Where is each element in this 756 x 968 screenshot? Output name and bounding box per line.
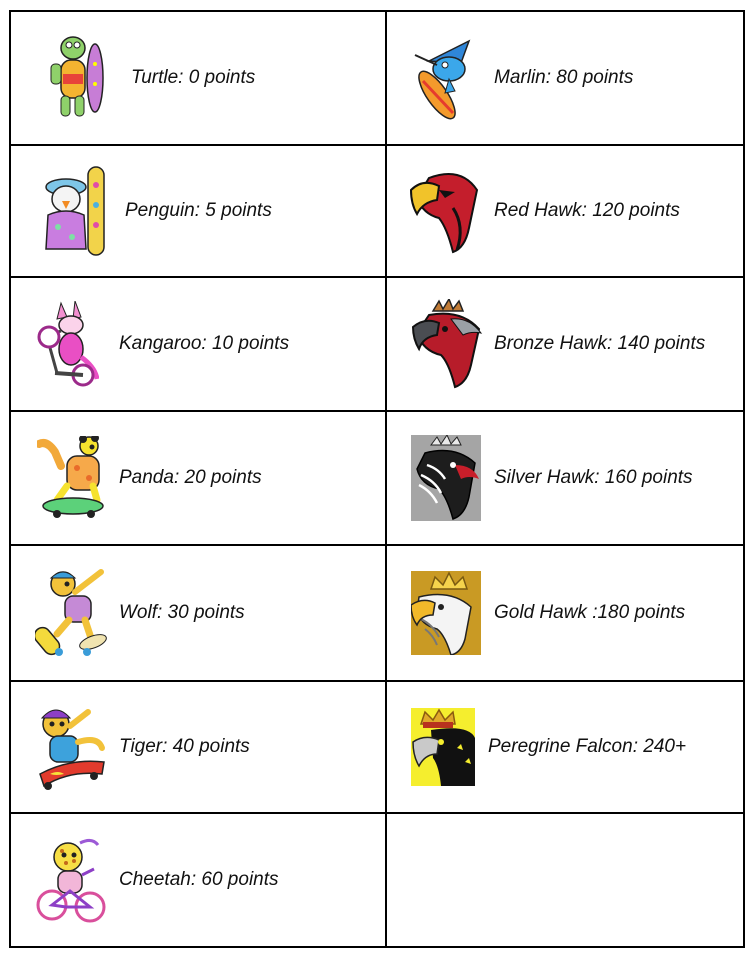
level-label: Peregrine Falcon: 240+: [488, 736, 687, 757]
table-row: [10, 411, 744, 545]
level-label: Silver Hawk: 160 points: [494, 467, 693, 488]
table-row: [10, 813, 744, 947]
level-label: Kangaroo: 10 points: [119, 333, 290, 354]
level-cell-marlin: [386, 11, 744, 145]
level-cell-cheetah: [10, 813, 386, 947]
level-cell-penguin: [10, 145, 386, 277]
level-label: Cheetah: 60 points: [119, 869, 279, 890]
level-label: Marlin: 80 points: [494, 67, 634, 88]
table-row: [10, 277, 744, 411]
level-label: Wolf: 30 points: [119, 602, 245, 623]
level-label: Panda: 20 points: [119, 467, 262, 488]
bronze-hawk-icon: [411, 299, 483, 389]
level-cell-turtle: [10, 11, 386, 145]
table-row: [10, 681, 744, 813]
level-cell-peregrine-falcon: [386, 681, 744, 813]
red-hawk-icon: [409, 168, 481, 254]
table-row: [10, 145, 744, 277]
marlin-surfer-icon: [409, 33, 479, 123]
wolf-skateboard-icon: [35, 568, 109, 658]
level-label: Bronze Hawk: 140 points: [494, 333, 706, 354]
peregrine-falcon-icon: [411, 708, 475, 786]
empty-cell: [386, 813, 744, 947]
level-label: Tiger: 40 points: [119, 736, 250, 757]
level-label: Penguin: 5 points: [125, 200, 272, 221]
level-cell-gold-hawk: [386, 545, 744, 681]
level-label: Turtle: 0 points: [131, 67, 256, 88]
cheetah-bike-icon: [36, 835, 108, 925]
tiger-skateboard-icon: [34, 704, 108, 790]
level-cell-wolf: [10, 545, 386, 681]
level-cell-panda: [10, 411, 386, 545]
level-cell-bronze-hawk: [386, 277, 744, 411]
panda-skateboard-icon: [37, 436, 111, 520]
gold-hawk-icon: [411, 571, 481, 655]
levels-table: [9, 10, 745, 948]
level-cell-kangaroo: [10, 277, 386, 411]
level-label: Red Hawk: 120 points: [494, 200, 680, 221]
turtle-surfer-icon: [47, 34, 107, 122]
penguin-surfer-icon: [38, 165, 110, 257]
table-row: [10, 545, 744, 681]
kangaroo-scooter-icon: [35, 301, 99, 387]
level-cell-silver-hawk: [386, 411, 744, 545]
silver-hawk-icon: [411, 435, 481, 521]
table-row: [10, 11, 744, 145]
level-cell-red-hawk: [386, 145, 744, 277]
level-cell-tiger: [10, 681, 386, 813]
level-label: Gold Hawk :180 points: [494, 602, 686, 623]
